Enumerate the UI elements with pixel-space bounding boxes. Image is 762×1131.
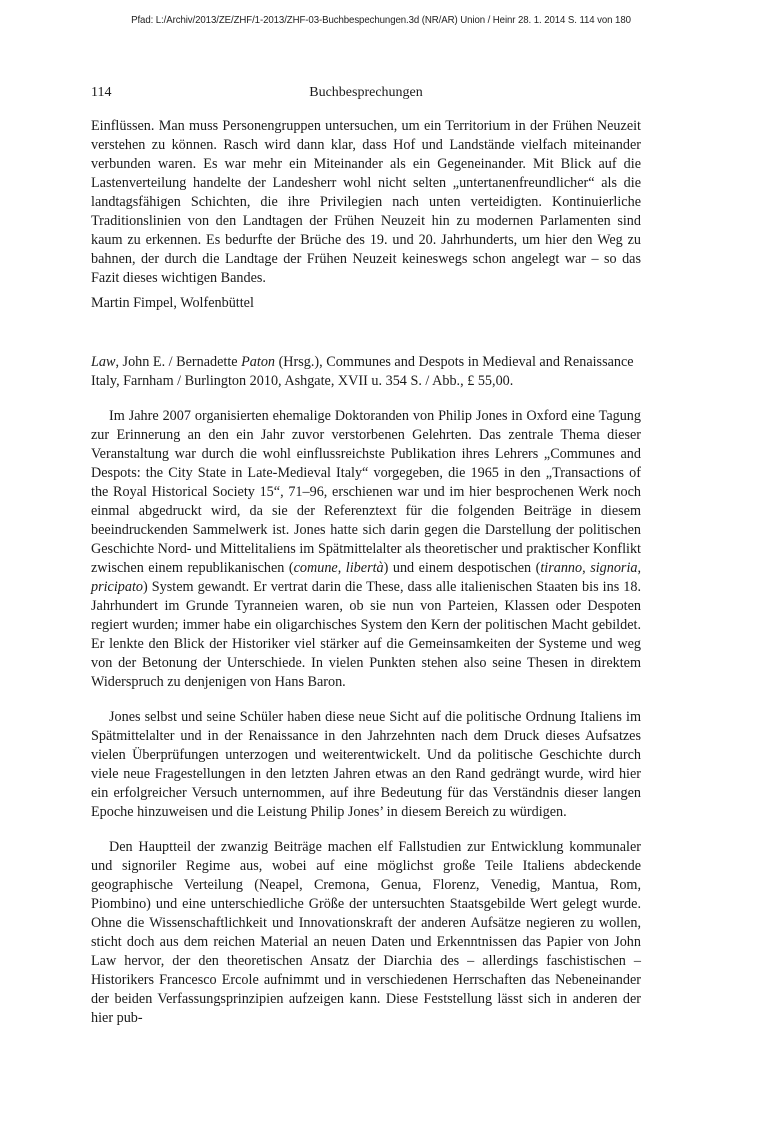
- paragraph-text: ,: [337, 560, 346, 576]
- editor-surname-paton: Paton: [241, 354, 276, 370]
- review-bibliographic-entry: [91, 353, 641, 391]
- running-head-title: Buchbesprechungen: [309, 85, 423, 100]
- previous-review-ending: Einflüssen. Man muss Personengruppen untersuchen, um ein Territorium in der Frühen Neuzeit verstehen zu können. Rasch wird dann klar, dass Hof und Landstände vielfach miteinander verbunden waren. Es war mehr ein Miteinander als ein Gegeneinander. Mit Blick auf die Lastenverteilung handelte der Landesherr wohl nicht selten „untertanenfreundlicher“ als die landtagsfähigen Schichten, die ihre Privilegien nach unten verteidigten. Kontinuierliche Traditionslinien von den Landtagen der Frühen Neuzeit hin zu modernen Parlamenten sind kaum zu erkennen. Es bedurfte der Brüche des 19. und 20. Jahrhunderts, um hier den Weg zu bahnen, der durch die Landtage der Frühen Neuzeit keineswegs schon angelegt war – so das Fazit dieses wichtigen Bandes.: [91, 118, 641, 286]
- page-number: 114: [91, 85, 112, 100]
- italic-term: comune: [293, 560, 338, 576]
- paragraph-text: ) System gewandt. Er vertrat darin die These, dass alle italienischen Staaten bis ins 18. Jahrhundert im Grunde Tyranneien waren, ob sie nun von Parteien, Klassen oder Despoten regiert wurden; immer habe ein oligarchisches System den Kern der politischen Macht gebildet. Er lenkte den Blick der Historiker viel stärker auf die Gemeinsamkeiten der Systeme und weg von der Betonung der Unterschiede. In vielen Punkten stehen also seine Thesen in direktem Widerspruch zu denjenigen von Hans Baron.: [91, 579, 641, 690]
- running-head: [91, 85, 641, 103]
- italic-term: tiranno: [540, 560, 583, 576]
- print-proof-line: Pfad: L:/Archiv/2013/ZE/ZHF/1-2013/ZHF-03-Buchbespechungen.3d (NR/AR) Union / Heinr 28. 1. 2014 S. 114 von 180: [131, 14, 631, 26]
- italic-term: pricipato: [91, 579, 144, 595]
- bibliographic-details: (Hrsg.), Communes and Despots in Medieval and Renaissance Italy, Farnham / Burlington 2010, Ashgate, XVII u. 354 S. / Abb., £ 55,00.: [91, 354, 634, 389]
- page-body: [91, 117, 641, 1044]
- review-paragraph-1: [91, 407, 641, 692]
- paragraph-text: ,: [582, 560, 591, 576]
- italic-term: libertà: [345, 560, 384, 576]
- reviewer-signature: Martin Fimpel, Wolfenbüttel: [91, 295, 254, 311]
- paragraph-text: ) und einem despotischen (: [383, 560, 541, 576]
- review-body: [91, 407, 641, 1028]
- paragraph-text: ,: [637, 560, 642, 576]
- editor-names: , John E. / Bernadette: [115, 354, 242, 370]
- paragraph-text: Im Jahre 2007 organisierten ehemalige Doktoranden von Philip Jones in Oxford eine Tagung zur Erinnerung an den ein Jahr zuvor verstorbenen Gelehrten. Das zentrale Thema dieser Veranstaltung war durch die wohl einflussreichste Publikation ihres Lehrers „Communes and Despots: the City State in Late-Medieval Italy“ vorgegeben, die 1965 in den „Transactions of the Royal Historical Society 15“, 71–96, erschienen war und im hier besprochenen Werk noch einmal abgedruckt wird, da sie der Referenztext für die folgenden Beiträge in diesem beeindruckenden Sammelwerk ist. Jones hatte sich darin gegen die Darstellung der politischen Geschichte Nord- und Mittelitaliens im Spätmittelalter als theoretischer und praktischer Konflikt zwischen einem republikanischen (: [91, 408, 641, 576]
- review-paragraph-2: Jones selbst und seine Schüler haben diese neue Sicht auf die politische Ordnung Italiens im Spätmittelalter und in der Renaissance in den Jahrzehnten nach dem Druck dieses Aufsatzes vielen Überprüfungen unterzogen und weiterentwickelt. Und da politische Geschichte durch viele neue Fragestellungen in den letzten Jahren etwas an den Rand gedrängt wurde, wird hier ein erfolgreicher Versuch unternommen, auf ihre Bedeutung für das Verständnis dieser langen Epoche hinzuweisen und die Leistung Philip Jones’ in diesem Bereich zu würdigen.: [91, 709, 641, 820]
- italic-term: signoria: [590, 560, 638, 576]
- editor-surname-law: Law: [91, 354, 116, 370]
- review-paragraph-3: Den Hauptteil der zwanzig Beiträge machen elf Fallstudien zur Entwicklung kommunaler und signoriler Regime aus, wobei auf eine möglichst große Teile Italiens abdeckende geographische Verteilung (Neapel, Cremona, Genua, Florenz, Venedig, Mantua, Rom, Piombino) und eine unterschiedliche Größe der untersuchten Staatsgebilde Wert gelegt wurde. Ohne die Wissenschaftlichkeit und Innovationskraft der anderen Aufsätze negieren zu wollen, sticht doch aus dem reichen Material an neuen Daten und Erkenntnissen das Papier von John Law hervor, der den theoretischen Ansatz der Diarchia des – allerdings faschistischen – Historikers Francesco Ercole aufnimmt und in verschiedenen Herrschaften das Nebeneinander der beiden Verfassungsprinzipien aufzeigen kann. Diese Feststellung lässt sich in anderen der hier pub-: [91, 839, 641, 1026]
